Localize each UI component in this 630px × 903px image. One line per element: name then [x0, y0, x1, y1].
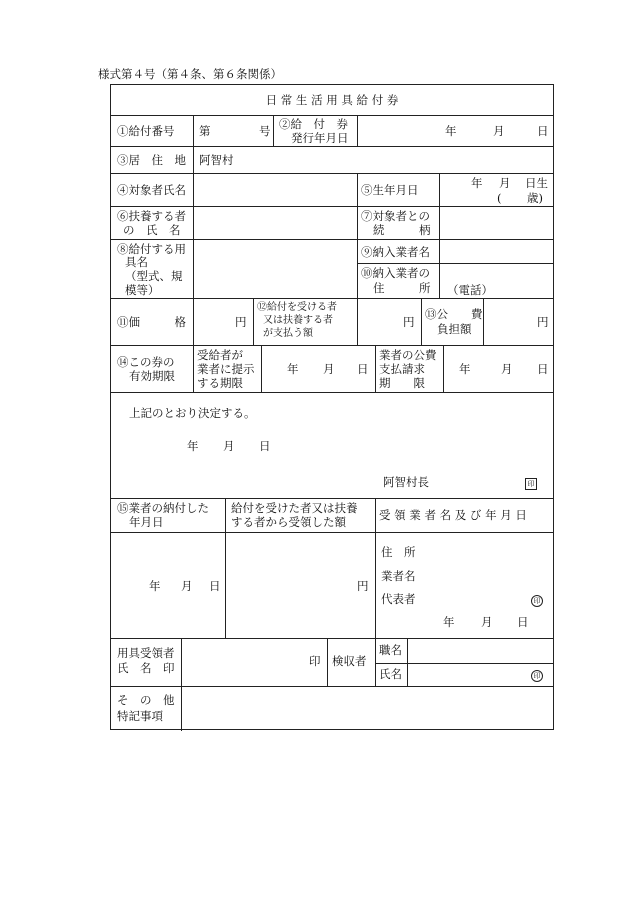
claim-deadline-label-3: 期 限 [379, 376, 425, 390]
claim-year: 年 [459, 362, 471, 376]
rule [111, 239, 553, 240]
vendor-name-label: ⑨納入業者名 [361, 245, 430, 259]
mayor-seal [525, 475, 537, 490]
claim-day: 日 [537, 362, 549, 376]
vendor-address-label-2: 住 所 [373, 281, 431, 295]
present-deadline-label: 受給者が [197, 348, 243, 362]
rule [357, 263, 553, 264]
rule [225, 498, 226, 638]
rule [111, 298, 553, 299]
rule [111, 345, 553, 346]
inspector-label: 検収者 [332, 654, 367, 668]
age-open: ( [497, 191, 502, 205]
benefit-ticket-form [110, 84, 554, 730]
form-number-header: 様式第４号（第４条、第６条関係） [98, 67, 282, 81]
rule [357, 115, 358, 146]
ticket-number-prefix: 第 [199, 124, 211, 138]
issue-date-label-2: 発行年月日 [291, 131, 349, 145]
form-title: 日 常 生 活 用 具 給 付 券 [265, 93, 399, 107]
receipt-month: 月 [481, 615, 493, 629]
rule [111, 206, 553, 207]
present-month: 月 [323, 362, 335, 376]
price-yen: 円 [235, 315, 247, 329]
mayor-label: 阿智村長 [383, 475, 429, 489]
residence-value: 阿智村 [199, 153, 234, 167]
inspector-post-label: 職名 [379, 643, 402, 657]
vendor-address-field: 住 所 [381, 545, 416, 559]
equipment-label-4: 模等） [125, 283, 160, 297]
recipient-name-label: ④対象者氏名 [117, 183, 186, 197]
relation-label: ⑦対象者との [361, 209, 430, 223]
inspector-seal [531, 667, 543, 682]
other-notes-label: そ の 他 [117, 693, 175, 707]
present-day: 日 [357, 362, 369, 376]
present-year: 年 [287, 362, 299, 376]
rule [253, 298, 254, 345]
rule [193, 345, 194, 392]
receiver-seal-mark: 印 [309, 654, 321, 668]
rule [375, 663, 553, 664]
birth-date-label: ⑤生年月日 [361, 183, 419, 197]
age-unit: 歳) [527, 191, 543, 205]
birth-day: 日生 [525, 176, 548, 190]
validity-label-2: 有効期限 [129, 369, 175, 383]
public-cost-yen: 円 [537, 315, 549, 329]
other-notes-label-2: 特記事項 [117, 709, 163, 723]
vendor-company-field: 業者名 [381, 569, 416, 583]
delivery-date-label: ⑮業者の納付した [117, 501, 209, 515]
rule [111, 638, 553, 639]
rule [357, 173, 358, 299]
price-label: ⑪価 格 [117, 315, 186, 329]
claim-month: 月 [501, 362, 513, 376]
validity-label: ⑭この券の [117, 355, 175, 369]
rule [111, 686, 553, 687]
present-deadline-label-2: 業者に提示 [197, 362, 255, 376]
seal-icon: 印 [531, 595, 543, 607]
issue-day: 日 [537, 124, 549, 138]
ticket-number-label: ①給付番号 [117, 124, 175, 138]
claim-deadline-label-2: 支払請求 [379, 362, 425, 376]
rule [357, 298, 358, 345]
issue-month: 月 [493, 124, 505, 138]
decision-month: 月 [223, 439, 235, 453]
received-amount-label-2: する者から受領した額 [231, 515, 346, 529]
rule [111, 173, 553, 174]
rule [421, 298, 422, 345]
vendor-rep-field: 代表者 [381, 592, 416, 606]
present-deadline-label-3: する期限 [197, 376, 243, 390]
decision-day: 日 [259, 439, 271, 453]
receipt-year: 年 [443, 615, 455, 629]
rule [407, 638, 408, 686]
relation-label-2: 続 柄 [373, 223, 431, 237]
rule [261, 345, 262, 392]
rule [273, 115, 274, 146]
delivery-day: 日 [209, 579, 221, 593]
receipt-day: 日 [517, 615, 529, 629]
rule [327, 638, 328, 686]
rule [193, 298, 194, 345]
claim-deadline-label: 業者の公費 [379, 348, 437, 362]
received-amount-label: 給付を受けた者又は扶養 [231, 501, 358, 515]
vendor-address-label: ⑩納入業者の [361, 266, 430, 280]
equipment-label-3: （型式、規 [125, 269, 183, 283]
birth-month: 月 [499, 176, 511, 190]
residence-label: ③居 住 地 [117, 153, 186, 167]
delivery-date-label-2: 年月日 [129, 515, 164, 529]
decision-year: 年 [187, 439, 199, 453]
equipment-label: ⑧給付する用 [117, 242, 186, 256]
equipment-receiver-label: 用具受領者 [117, 646, 175, 660]
received-yen: 円 [357, 579, 369, 593]
issue-date-label: ②給 付 券 [279, 117, 348, 131]
rule [111, 146, 553, 147]
rule [111, 532, 553, 533]
rule [111, 498, 553, 499]
rule [193, 115, 194, 299]
ticket-number-suffix: 号 [259, 124, 271, 138]
issue-year: 年 [445, 124, 457, 138]
birth-year: 年 [471, 176, 483, 190]
rule [111, 115, 553, 116]
copay-label-3: が支払う額 [263, 328, 313, 339]
rule [375, 498, 376, 686]
seal-icon: 印 [525, 478, 537, 490]
phone-label: （電話） [447, 283, 493, 297]
rule [443, 345, 444, 392]
equipment-receiver-label-2: 氏 名 印 [117, 661, 175, 675]
seal-icon: 印 [531, 670, 543, 682]
rep-seal [531, 592, 543, 607]
rule [375, 345, 376, 392]
decision-text: 上記のとおり決定する。 [129, 406, 256, 420]
equipment-label-2: 具名 [125, 255, 148, 269]
rule [439, 173, 440, 299]
copay-label: ⑫給付を受ける者 [257, 302, 337, 313]
public-cost-label: ⑬公 費 [425, 307, 483, 321]
rule [181, 638, 182, 731]
public-cost-label-2: 負担額 [437, 322, 472, 336]
guardian-name-label-2: の 氏 名 [123, 223, 181, 237]
rule [483, 298, 484, 345]
guardian-name-label: ⑥扶養する者 [117, 209, 186, 223]
delivery-year: 年 [149, 579, 161, 593]
receiving-vendor-label: 受 領 業 者 名 及 び 年 月 日 [379, 508, 527, 522]
inspector-name-label: 氏名 [379, 667, 402, 681]
copay-yen: 円 [403, 315, 415, 329]
delivery-month: 月 [181, 579, 193, 593]
copay-label-2: 又は扶養する者 [263, 315, 333, 326]
rule [111, 392, 553, 393]
